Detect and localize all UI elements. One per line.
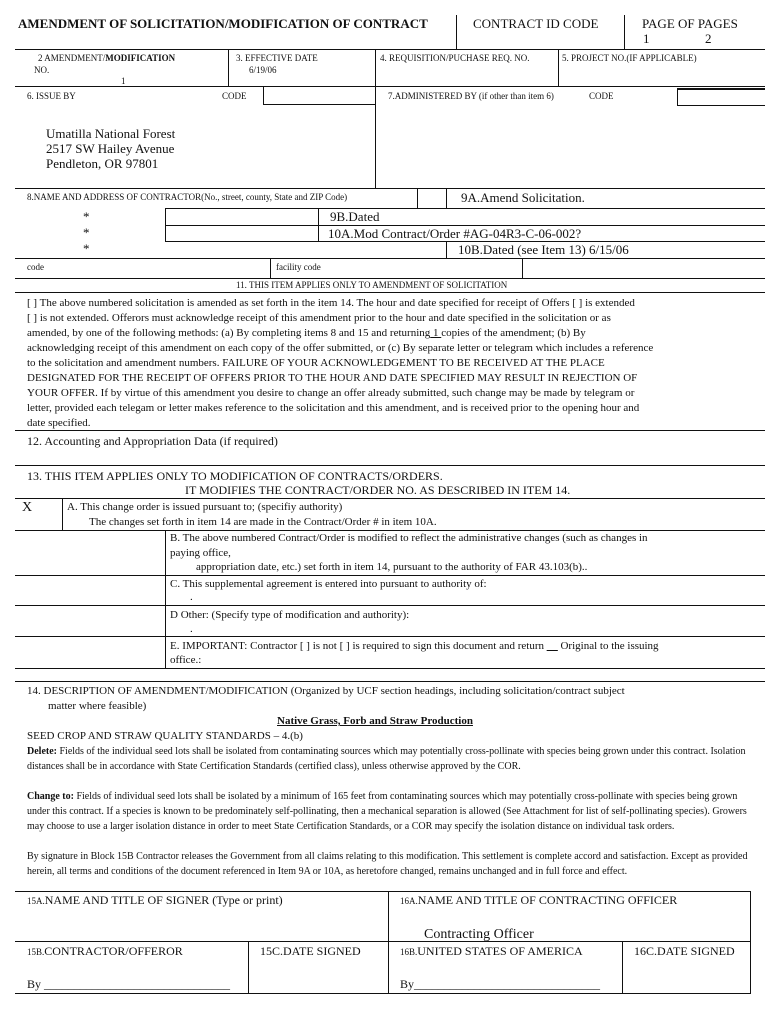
requisition-label: 4. REQUISITION/PUCHASE REQ. NO. xyxy=(380,53,530,63)
dated-9b: 9B.Dated xyxy=(330,209,380,224)
item13-a-line-2: The changes set forth in item 14 are made in the Contract/Order # in item 10A. xyxy=(89,516,437,528)
item14-section-title: Native Grass, Forb and Straw Production xyxy=(277,715,473,727)
item13-d-line-2: . xyxy=(190,623,193,635)
contractor-asterisk-1: * xyxy=(83,209,90,224)
facility-code-label: facility code xyxy=(276,262,321,272)
admin-code-label: CODE xyxy=(589,91,614,101)
item11-line-8: letter, provided each telegam or letter makes reference to the solicitation and this amendment, and is received prior to the opening hour and xyxy=(27,402,640,414)
item13-bcde-divider xyxy=(165,530,166,668)
item13-b-line-2: paying office, xyxy=(170,547,231,559)
row2-divider-1 xyxy=(228,50,229,87)
admin-code-divider xyxy=(677,88,678,106)
page-number: 1 xyxy=(643,31,650,46)
contractor-offeror-label: 15B.CONTRACTOR/OFFEROR xyxy=(27,944,183,958)
item13-a-divider xyxy=(62,498,63,531)
date-16c-divider xyxy=(622,941,623,994)
contractor-asterisk-3: * xyxy=(83,241,90,256)
item13-b-line-3: appropriation date, etc.) set forth in item 14, pursuant to the authority of FAR 43.103(b).. xyxy=(196,561,588,573)
form-title: AMENDMENT OF SOLICITATION/MODIFICATION OF CONTRACT xyxy=(18,16,428,31)
code-label: code xyxy=(27,262,44,272)
item14-top-rule xyxy=(15,681,765,682)
item13-heading: 13. THIS ITEM APPLIES ONLY TO MODIFICATION OF CONTRACTS/ORDERS. xyxy=(27,469,443,483)
item13-d-line-1: D Other: (Specify type of modification and authority): xyxy=(170,609,410,621)
united-states-label: 16B.UNITED STATES OF AMERICA xyxy=(400,944,583,958)
row8-divider-1 xyxy=(417,189,418,209)
header-divider-1 xyxy=(456,15,457,50)
admin-code-rule xyxy=(677,105,765,106)
item14-heading-1: 14. DESCRIPTION OF AMENDMENT/MODIFICATION (Organized by UCF section headings, including solicitation/contract subject xyxy=(27,685,625,697)
item13-e-rule xyxy=(15,668,765,669)
item11-heading: 11. THIS ITEM APPLIES ONLY TO AMENDMENT OF SOLICITATION xyxy=(236,280,508,290)
item13-b-line-1: B. The above numbered Contract/Order is modified to reflect the administrative changes (such as changes in xyxy=(170,532,648,544)
signature-center-divider xyxy=(388,891,389,994)
effective-date-label: 3. EFFECTIVE DATE xyxy=(236,53,318,63)
row10b-divider xyxy=(446,241,447,259)
item11-line-1: [ ] The above numbered solicitation is amended as set forth in the item 14. The hour and date specified for receipt of Offers [ ] is extended xyxy=(27,297,635,309)
item14-bottom-rule xyxy=(15,891,750,892)
item11-line-4: acknowledging receipt of this amendment on each copy of the offer submitted, or (c) By separate letter or telegram which includes a reference xyxy=(27,342,654,354)
contracting-officer-name: Contracting Officer xyxy=(424,927,534,942)
item13-b-rule xyxy=(15,575,765,576)
item13-subheading: IT MODIFIES THE CONTRACT/ORDER NO. AS DESCRIBED IN ITEM 14. xyxy=(185,483,571,497)
item14-heading-2: matter where feasible) xyxy=(48,700,147,712)
row2-divider-3 xyxy=(558,50,559,87)
row-code-rule xyxy=(15,278,765,279)
item13-c-line-2: . xyxy=(190,591,193,603)
row6-bottom-rule xyxy=(15,188,765,189)
effective-date: 6/19/06 xyxy=(249,65,277,75)
date-signed-16c-label: 16C.DATE SIGNED xyxy=(634,944,735,958)
date-15c-divider xyxy=(248,941,249,994)
item11-bottom-rule xyxy=(15,430,765,431)
item14-standard: SEED CROP AND STRAW QUALITY STANDARDS – 4.(b) xyxy=(27,730,303,742)
signature-bottom-rule xyxy=(15,993,750,994)
item11-line-9: date specified. xyxy=(27,417,91,429)
issue-code-divider xyxy=(263,87,264,105)
item11-heading-rule xyxy=(15,292,765,293)
amendment-no-label-2: NO. xyxy=(34,65,50,75)
item12-bottom-rule xyxy=(15,465,765,466)
page-count: 2 xyxy=(705,31,712,46)
officer-name-label: 16A.NAME AND TITLE OF CONTRACTING OFFICER xyxy=(400,893,678,907)
signer-name-label: 15A.NAME AND TITLE OF SIGNER (Type or print) xyxy=(27,893,283,907)
contract-id-label: CONTRACT ID CODE xyxy=(473,16,599,31)
issue-by-label: 6. ISSUE BY xyxy=(27,91,76,101)
item14-settlement-paragraph: By signature in Block 15B Contractor releases the Government from all claims relating to this modification. This settlement is complete accord and satisfaction. Except as provided herein, all terms and conditions of the document referenced in Item 9A or 10A, as heretofore changed, remains unchanged and in full force and effect. xyxy=(27,851,748,877)
administered-by-label: 7.ADMINISTERED BY (if other than item 6) xyxy=(388,91,554,101)
issue-code-label: CODE xyxy=(222,91,247,101)
item11-line-6: DESIGNATED FOR THE RECEIPT OF OFFERS PRIOR TO THE HOUR AND DATE SPECIFIED MAY RESULT IN REJECTION OF xyxy=(27,372,638,384)
item11-line-3: amended, by one of the following methods: (a) By completing items 8 and 15 and returning 1 copies of the amendment; (b) By xyxy=(27,327,586,339)
item11-line-2: [ ] is not extended. Offerors must acknowledge receipt of this amendment prior to the hour and date specified in the solicitation or as xyxy=(27,312,611,324)
item13-c-rule xyxy=(15,605,765,606)
header-divider-2 xyxy=(624,15,625,50)
item13-heading-rule xyxy=(15,498,765,499)
issuer-line-2: 2517 SW Hailey Avenue xyxy=(46,141,175,156)
item13-a-mark: X xyxy=(22,500,33,515)
amend-solicitation: 9A.Amend Solicitation. xyxy=(461,190,585,205)
issue-code-rule xyxy=(263,104,375,105)
item14-delete-paragraph: Delete: Fields of the individual seed lots shall be isolated from contaminating sources which may potentially cross-pollinate with species being grown under this contract. Isolation distances shall be in accordance with State Certification Standards (certified class), unless otherwise approved by the COR. xyxy=(27,746,746,772)
item13-a-rule xyxy=(15,530,765,531)
project-number-label: 5. PROJECT NO.(IF APPLICABLE) xyxy=(562,53,697,63)
row9a-rule xyxy=(165,208,765,209)
item12-accounting: 12. Accounting and Appropriation Data (if required) xyxy=(27,434,278,448)
row8-divider-2 xyxy=(446,189,447,209)
issuer-line-3: Pendleton, OR 97801 xyxy=(46,156,159,171)
facility-divider-2 xyxy=(522,259,523,278)
item13-a-line-1: A. This change order is issued pursuant to; (specifiy authority) xyxy=(67,501,343,513)
row6-divider xyxy=(375,87,376,189)
item11-line-7: YOUR OFFER. If by virtue of this amendment you desire to change an offer already submitted, such change may be made by telegram or xyxy=(27,387,635,399)
amendment-no-label: 2 AMENDMENT/MODIFICATION xyxy=(38,53,176,63)
dated-10b: 10B.Dated (see Item 13) 6/15/06 xyxy=(458,242,629,257)
facility-divider xyxy=(270,259,271,278)
amendment-number: 1 xyxy=(121,76,126,86)
signature-middle-rule xyxy=(15,941,750,942)
signature-right-border xyxy=(750,891,751,994)
item14-change-paragraph: Change to: Fields of individual seed lots shall be isolated by a minimum of 165 feet from contaminating sources which may potentially cross-pollinate with species being grown under this contract. If a species is known to be predominately self-pollinating, then a mechanical separation is allowed (See Attachment for list of self-pollinating species). Growers may choose to use a larger isolation distance in order to meet State Certification Standards, or a COR may specify the isolation distance on individual task orders. xyxy=(27,791,747,832)
admin-code-top-rule xyxy=(677,88,765,90)
item11-line-5: to the solicitation and amendment numbers. FAILURE OF YOUR ACKNOWLEDGEMENT TO BE RECEIVED AT THE PLACE xyxy=(27,357,605,369)
contractor-address-label: 8.NAME AND ADDRESS OF CONTRACTOR(No., street, county, State and ZIP Code) xyxy=(27,192,348,202)
item13-c-line-1: C. This supplemental agreement is entered into pursuant to authority of: xyxy=(170,578,487,590)
item13-e-line-1: E. IMPORTANT: Contractor [ ] is not [ ] is required to sign this document and return __ Original to the issuing xyxy=(170,640,659,652)
item13-d-rule xyxy=(15,636,765,637)
contractor-signature-line[interactable]: By _______________________________ xyxy=(27,977,231,991)
row2-bottom-rule xyxy=(15,86,765,87)
row2-divider-2 xyxy=(375,50,376,87)
item13-e-line-2: office.: xyxy=(170,654,202,666)
date-signed-15c-label: 15C.DATE SIGNED xyxy=(260,944,361,958)
issuer-line-1: Umatilla National Forest xyxy=(46,126,176,141)
contractor-asterisk-2: * xyxy=(83,225,90,240)
officer-signature-line[interactable]: By_______________________________ xyxy=(400,977,601,991)
page-of-pages-label: PAGE OF PAGES xyxy=(642,16,738,31)
mod-contract-order: 10A.Mod Contract/Order #AG-04R3-C-06-002? xyxy=(328,226,582,241)
row10b-rule xyxy=(15,258,765,259)
header-bottom-rule xyxy=(15,49,765,50)
